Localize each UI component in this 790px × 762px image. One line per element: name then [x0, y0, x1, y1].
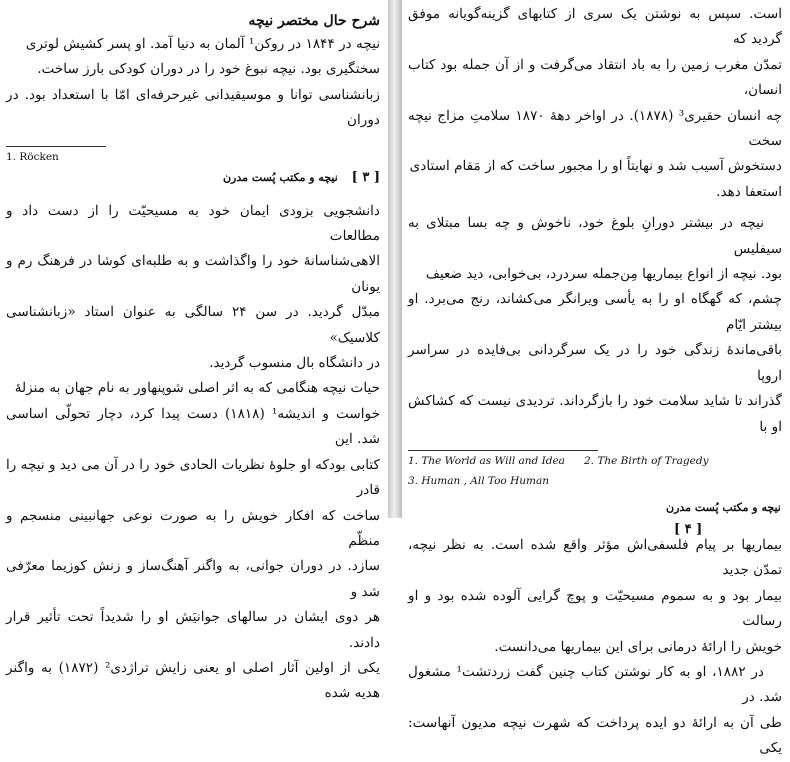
right-page: [402, 0, 790, 757]
text-line: الاهی‌شناسانهٔ خود را واگذاشت و به طلبه‌ای کوشا در فرهنگ رم و یونان: [6, 253, 380, 295]
left-page: [0, 0, 388, 702]
text-line: خواست و اندیشه¹ (۱۸۱۸) دست پیدا کرد، دچار تحولّی اساسی شد. این: [6, 405, 380, 448]
page-gutter: [388, 0, 402, 518]
text-line: بیمار بود و به سموم مسیحیّت و پوچ گرایی آلوده شده بود و او رسالت: [408, 587, 782, 630]
text-line: کتابی بودکه او جلوهٔ نظریات الحادی خود را در آن می دید و نیچه را قادر: [6, 456, 380, 499]
footnote: 1. The World as Will and Idea: [408, 454, 565, 467]
running-header: [402, 497, 790, 537]
text-line: گذراند تا شاید سلامت خود را بازگرداند. تردیدی نیست که کشاکش او با: [408, 393, 782, 435]
footnotes: [402, 451, 790, 491]
paragraph: [402, 660, 790, 762]
section-title: شرح حال مختصر نیچه: [248, 13, 380, 29]
text-line: یکی از اولین آثار اصلی او یعنی زایش تراژدی² (۱۸۷۲) به واگنر هدیه شده: [6, 659, 380, 702]
text-line: تمدّن مغرب زمین را به باد انتقاد می‌گرفت و از آن جمله بود کتاب انسان،: [408, 56, 782, 99]
page-number: [ ۳ ]: [351, 169, 380, 185]
paragraph: [0, 199, 388, 377]
text-line: در دانشگاه بال منسوب گردید.: [209, 355, 380, 372]
text-line: در ۱۸۸۲، او به کار نوشتن کتاب چنین گفت زردتشت¹ مشغول شد. در: [408, 663, 782, 706]
paragraph: [402, 533, 790, 660]
text-line: نیچه در بیشتر دورانِ بلوغ خود، ناخوش و چه بسا مبتلای به سیفلیس: [408, 215, 782, 257]
paragraph: [0, 376, 388, 706]
footnote: 1. Röcken: [6, 150, 59, 163]
text-line: زبانشناسی توانا و موسیقیدانی غیرحرفه‌ای امّا با استعداد بود. در دوران: [6, 86, 380, 129]
text-line: مبدّل گردید. در سن ۲۴ سالگی به عنوان استاد «زبانشناسی کلاسیک»: [6, 304, 380, 346]
text-line: نیچه در ۱۸۴۴ در روکن¹ آلمان به دنیا آمد. او پسر کشیش لوتری: [25, 36, 380, 52]
paragraph: [402, 2, 790, 205]
text-line: بود. نیچه از انواع بیماریها مِن‌جمله سردرد، بی‌خوابی، دید ضعیف: [425, 266, 782, 283]
intro-paragraph: [0, 32, 388, 134]
text-line: چه انسان حقیری³ (۱۸۷۸). در اواخر دههٔ ۱۸۷۰ سلامتِ مزاج نیچه سخت: [408, 107, 782, 150]
text-line: سازد. در دوران جوانی، به واگنر آهنگ‌ساز و زنش کوزیما معرّفی شد و: [6, 558, 380, 600]
text-line: سختگیری بود. نیچه نبوغ خود را در دوران کودکی بارز ساخت.: [37, 61, 380, 78]
text-line: خویش را ارائهٔ درمانی برای این بیماریها می‌دانست.: [494, 638, 782, 655]
text-line: دانشجویی بزودی ایمان خود به مسیحیّت را از دست داد و مطالعات: [6, 202, 380, 245]
text-line: بیماریها بر پیام فلسفی‌اش مؤثر واقع شده است. به نظر نیچه، تمدّن جدید: [408, 536, 782, 579]
text-line: طی آن به ارائهٔ دو ایده پرداخت که شهرت نیچه مدیون آنهاست: یکی: [408, 714, 782, 757]
text-line: هر دوی ایشان در سالهای جوانیَش او را شدیداً تحت تأثیر قرار دادند.: [6, 609, 380, 651]
text-line: ساخت که افکار خویش را به صورت نوعی جهانبینی منسجم و منظّم: [6, 507, 380, 549]
text-line: دستخوش آسیب شد و نهایتاً او را مجبور ساخت که از مَقام استادی: [409, 158, 782, 175]
footnote: 2. The Birth of Tragedy: [584, 454, 709, 467]
text-line: چشم، که گهگاه او را به یأسی ویرانگر می‌کشاند، رنج می‌برد. او بیشتر ایّام: [408, 291, 782, 333]
running-header-title: نیچه و مکتب پُست مدرن: [666, 500, 781, 514]
page-number: [ ۴ ]: [674, 521, 703, 537]
text-line: است. سپس به نوشتن یک سری از کتابهای گزینه‌گویانه موفق گردید که: [408, 6, 782, 48]
running-header-title: نیچه و مکتب پُست مدرن: [222, 170, 338, 184]
running-header: [0, 167, 388, 189]
text-line: استعفا دهد.: [716, 183, 782, 200]
paragraph: [402, 211, 790, 440]
footnote: 3. Human , All Too Human: [408, 474, 549, 487]
text-line: حیات نیچه هنگامی که به اثر اصلی شوپنهاور به نام جهان به منزلهٔ: [14, 380, 380, 397]
text-line: باقی‌ماندهٔ زندگی خود را در یک سرگردانی بی‌فایده در سراسر اروپا: [408, 342, 782, 384]
